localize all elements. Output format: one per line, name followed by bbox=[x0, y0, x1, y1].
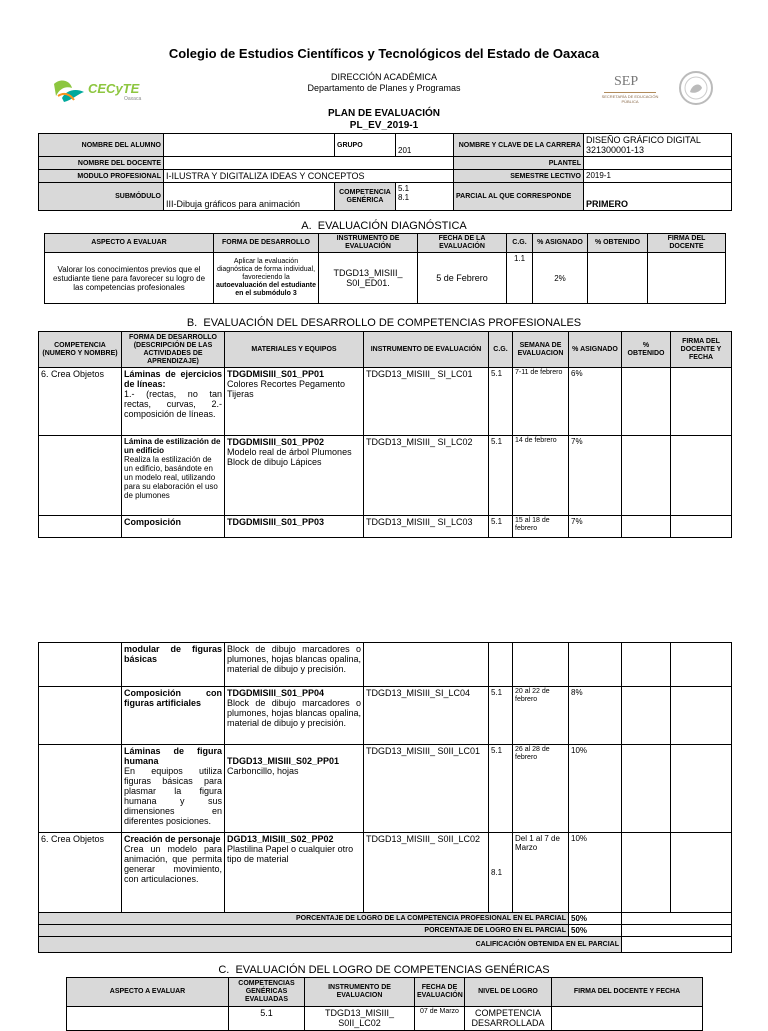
asignado-cell bbox=[569, 643, 622, 687]
semana-cell: 7-11 de febrero bbox=[513, 368, 569, 436]
semana-cell: 15 al 18 de febrero bbox=[513, 516, 569, 538]
plan-title: PLAN DE EVALUACIÓN bbox=[327, 108, 441, 119]
forma-cell: Lámina de estilización de un edificio Realiza la estilización de un edificio, basándote en un modelo real, utilizando para su elaboración el uso de plumones bbox=[122, 436, 225, 516]
diag-header-obtenido: % OBTENIDO bbox=[588, 234, 648, 253]
carrera-label: NOMBRE Y CLAVE DE LA CARRERA bbox=[454, 134, 584, 157]
asignado-cell: 6% bbox=[569, 368, 622, 436]
diag-header-aspecto: ASPECTO A EVALUAR bbox=[45, 234, 214, 253]
gen-nivel: COMPETENCIA DESARROLLADA bbox=[465, 1007, 552, 1031]
cecyte-logo-sub: Oaxaca bbox=[124, 96, 142, 102]
cg-cell: 5.1 bbox=[489, 516, 513, 538]
comp-header-firma: FIRMA DEL DOCENTE Y FECHA bbox=[671, 332, 732, 368]
cg-cell: 5.1 bbox=[489, 745, 513, 833]
grupo-label: GRUPO bbox=[335, 134, 396, 157]
diag-fecha: 5 de Febrero bbox=[418, 253, 507, 304]
competencia-value: 5.1 8.1 bbox=[396, 183, 454, 211]
sep-logo-text: SEP bbox=[614, 74, 639, 89]
sum-parcial-blank bbox=[622, 925, 732, 937]
materiales-cell: Block de dibujo marcadores o plumones, hojas blancas opalina, material de dibujo y precisión. bbox=[225, 643, 364, 687]
submodulo-value: III-Dibuja gráficos para animación bbox=[164, 183, 335, 211]
comp-cell bbox=[39, 436, 122, 516]
gen-header-aspecto: ASPECTO A EVALUAR bbox=[67, 978, 229, 1007]
carrera-value: DISEÑO GRÁFICO DIGITAL 321300001-13 bbox=[584, 134, 732, 157]
asignado-cell: 7% bbox=[569, 516, 622, 538]
plantel-field[interactable] bbox=[584, 157, 732, 170]
comp-cell bbox=[39, 687, 122, 745]
section-c-title: C. EVALUACIÓN DEL LOGRO DE COMPETENCIAS GENÉRICAS bbox=[218, 964, 550, 976]
comp-header-instrumento: INSTRUMENTO DE EVALUACIÓN bbox=[364, 332, 489, 368]
obtenido-cell[interactable] bbox=[622, 687, 671, 745]
instrumento-cell: TDGD13_MISIII_ S0II_LC02 bbox=[364, 833, 489, 913]
cg-cell: 5.1 bbox=[489, 687, 513, 745]
gen-fecha: 07 de Marzo bbox=[415, 1007, 465, 1031]
comp-header-semana: SEMANA DE EVALUACION bbox=[513, 332, 569, 368]
diag-header-instrumento: INSTRUMENTO DE EVALUACIÓN bbox=[319, 234, 418, 253]
table-row bbox=[39, 687, 732, 745]
docente-label: NOMBRE DEL DOCENTE bbox=[39, 157, 164, 170]
materiales-cell: TDGDMISIII_S01_PP03 bbox=[225, 516, 364, 538]
gen-cg: 5.1 bbox=[229, 1007, 305, 1031]
obtenido-cell[interactable] bbox=[622, 436, 671, 516]
comp-header-materiales: MATERIALES Y EQUIPOS bbox=[225, 332, 364, 368]
asignado-cell: 7% bbox=[569, 436, 622, 516]
semana-cell: 26 al 28 de febrero bbox=[513, 745, 569, 833]
obtenido-cell[interactable] bbox=[622, 643, 671, 687]
competencies-table bbox=[38, 331, 732, 538]
section-a-title: A. EVALUACIÓN DIAGNÓSTICA bbox=[301, 220, 467, 232]
table-row bbox=[39, 833, 732, 913]
sep-logo bbox=[600, 74, 720, 110]
firma-cell[interactable] bbox=[671, 687, 732, 745]
cg-cell: 5.1 bbox=[489, 436, 513, 516]
obtenido-cell[interactable] bbox=[622, 745, 671, 833]
comp-header-obtenido: % OBTENIDO bbox=[622, 332, 671, 368]
diag-header-fecha: FECHA DE LA EVALUACIÓN bbox=[418, 234, 507, 253]
asignado-cell: 10% bbox=[569, 833, 622, 913]
semana-cell: 20 al 22 de febrero bbox=[513, 687, 569, 745]
firma-cell[interactable] bbox=[671, 516, 732, 538]
diag-header-cg: C.G. bbox=[507, 234, 533, 253]
docente-field[interactable] bbox=[164, 157, 454, 170]
sum-competencia-blank bbox=[622, 913, 732, 925]
diag-obtenido[interactable] bbox=[588, 253, 648, 304]
materiales-cell: TDGD13_MISIII_S02_PP01 Carboncillo, hojas bbox=[225, 745, 364, 833]
cecyte-logo-text: CECyTE bbox=[88, 81, 140, 96]
cg-cell: 5.1 bbox=[489, 368, 513, 436]
table-row bbox=[67, 1007, 703, 1031]
sum-competencia-value: 50% bbox=[569, 913, 622, 925]
comp-cell bbox=[39, 745, 122, 833]
college-title: Colegio de Estudios Científicos y Tecnológicos del Estado de Oaxaca bbox=[168, 46, 600, 61]
nombre-alumno-field[interactable] bbox=[164, 134, 335, 157]
competencies-table-continued bbox=[38, 642, 732, 953]
summary-row bbox=[39, 913, 732, 925]
diag-aspecto: Valorar los conocimientos previos que el estudiante tiene para favorecer su logro de las competencias profesionales bbox=[45, 253, 214, 304]
parcial-label: PARCIAL AL QUE CORRESPONDE bbox=[454, 183, 584, 211]
forma-cell: Láminas de ejercicios de líneas: 1.- (rectas, no tan rectas, curvas, 2.-composición de líneas. bbox=[122, 368, 225, 436]
submodulo-label: SUBMÓDULO bbox=[39, 183, 164, 211]
diag-asignado: 2% bbox=[533, 253, 588, 304]
forma-cell: modular de figuras básicas bbox=[122, 643, 225, 687]
table-row bbox=[39, 516, 732, 538]
cg-cell: 8.1 bbox=[489, 833, 513, 913]
diag-cg: 1.1 bbox=[507, 253, 533, 304]
materiales-cell: TDGDMISIII_S01_PP01 Colores Recortes Pegamento Tijeras bbox=[225, 368, 364, 436]
comp-cell bbox=[39, 516, 122, 538]
comp-cell bbox=[39, 643, 122, 687]
asignado-cell: 8% bbox=[569, 687, 622, 745]
semana-cell bbox=[513, 643, 569, 687]
instrumento-cell: TDGD13_MISIII_SI_LC04 bbox=[364, 687, 489, 745]
parcial-value: PRIMERO bbox=[584, 183, 732, 211]
diag-instrumento: TDGD13_MISIII_ S0I_ED01. bbox=[319, 253, 418, 304]
gen-header-firma: FIRMA DEL DOCENTE Y FECHA bbox=[552, 978, 703, 1007]
modulo-value: I-ILUSTRA Y DIGITALIZA IDEAS Y CONCEPTOS bbox=[164, 170, 454, 183]
table-row bbox=[39, 368, 732, 436]
generic-competencies-table bbox=[66, 977, 703, 1031]
grupo-value: 201 bbox=[396, 134, 454, 157]
asignado-cell: 10% bbox=[569, 745, 622, 833]
gen-header-competencias: COMPETENCIAS GENÉRICAS EVALUADAS bbox=[229, 978, 305, 1007]
sep-divider bbox=[604, 92, 656, 93]
sum-calificacion-field[interactable] bbox=[622, 937, 732, 953]
semana-cell: 14 de febrero bbox=[513, 436, 569, 516]
summary-row bbox=[39, 925, 732, 937]
diagnostic-table bbox=[44, 233, 726, 304]
firma-cell[interactable] bbox=[671, 368, 732, 436]
diag-header-forma: FORMA DE DESARROLLO bbox=[214, 234, 319, 253]
section-b-title: B. EVALUACIÓN DEL DESARROLLO DE COMPETENCIAS PROFESIONALES bbox=[186, 317, 582, 329]
plan-code: PL_EV_2019-1 bbox=[349, 120, 419, 131]
forma-cell: Láminas de figura humana En equipos utiliza figuras básicas para plasmar la figura humana y sus dimensiones en diferentes posiciones. bbox=[122, 745, 225, 833]
obtenido-cell[interactable] bbox=[622, 516, 671, 538]
comp-header-cg: C.G. bbox=[489, 332, 513, 368]
forma-cell: Composición con figuras artificiales bbox=[122, 687, 225, 745]
sum-competencia-label: PORCENTAJE DE LOGRO DE LA COMPETENCIA PROFESIONAL EN EL PARCIAL bbox=[39, 913, 569, 925]
gen-header-nivel: NIVEL DE LOGRO bbox=[465, 978, 552, 1007]
gen-aspecto bbox=[67, 1007, 229, 1031]
materiales-cell: TDGDMISIII_S01_PP02 Modelo real de árbol Plumones Block de dibujo Lápices bbox=[225, 436, 364, 516]
mexico-seal-icon bbox=[678, 70, 714, 106]
modulo-label: MODULO PROFESIONAL bbox=[39, 170, 164, 183]
instrumento-cell: TDGD13_MISIII_ SI_LC02 bbox=[364, 436, 489, 516]
table-row bbox=[45, 253, 726, 304]
cg-cell bbox=[489, 643, 513, 687]
gen-instrumento: TDGD13_MISIII_ S0II_LC02 bbox=[305, 1007, 415, 1031]
diag-firma[interactable] bbox=[648, 253, 726, 304]
competencia-label: COMPETENCIA GENÉRICA bbox=[335, 183, 396, 211]
firma-cell[interactable] bbox=[671, 745, 732, 833]
firma-cell[interactable] bbox=[671, 436, 732, 516]
sep-logo-sub: SECRETARÍA DE EDUCACIÓN PÚBLICA bbox=[601, 94, 659, 104]
direction-label: DIRECCIÓN ACADÉMICA bbox=[330, 72, 437, 82]
firma-cell[interactable] bbox=[671, 833, 732, 913]
gen-header-instrumento: INSTRUMENTO DE EVALUACION bbox=[305, 978, 415, 1007]
materiales-cell: TDGDMISIII_S01_PP04 Block de dibujo marcadores o plumones, hojas blancas opalina, material de dibujo y precisión. bbox=[225, 687, 364, 745]
obtenido-cell[interactable] bbox=[622, 833, 671, 913]
semestre-label: SEMESTRE LECTIVO bbox=[454, 170, 584, 183]
sum-parcial-label: PORCENTAJE DE LOGRO EN EL PARCIAL bbox=[39, 925, 569, 937]
gen-header-fecha: FECHA DE EVALUACIÓN bbox=[415, 978, 465, 1007]
table-row bbox=[39, 745, 732, 833]
instrumento-cell: TDGD13_MISIII_ SI_LC03 bbox=[364, 516, 489, 538]
comp-header-asignado: % ASIGNADO bbox=[569, 332, 622, 368]
instrumento-cell: TDGD13_MISIII_ S0II_LC01 bbox=[364, 745, 489, 833]
diag-header-firma: FIRMA DEL DOCENTE bbox=[648, 234, 726, 253]
comp-header-forma: FORMA DE DESARROLLO (DESCRIPCIÓN DE LAS ACTIVIDADES DE APRENDIZAJE) bbox=[122, 332, 225, 368]
comp-cell: 6. Crea Objetos bbox=[39, 833, 122, 913]
firma-cell[interactable] bbox=[671, 643, 732, 687]
gen-firma[interactable] bbox=[552, 1007, 703, 1031]
obtenido-cell[interactable] bbox=[622, 368, 671, 436]
plantel-label: PLANTEL bbox=[454, 157, 584, 170]
comp-header-competencia: COMPETENCIA (NUMERO Y NOMBRE) bbox=[39, 332, 122, 368]
instrumento-cell bbox=[364, 643, 489, 687]
semestre-value: 2019-1 bbox=[584, 170, 732, 183]
sum-parcial-value: 50% bbox=[569, 925, 622, 937]
table-row bbox=[39, 436, 732, 516]
instrumento-cell: TDGD13_MISIII_ SI_LC01 bbox=[364, 368, 489, 436]
table-row bbox=[39, 643, 732, 687]
forma-cell: Composición bbox=[122, 516, 225, 538]
diag-forma: Aplicar la evaluación diagnóstica de forma individual, favoreciendo la autoevaluación del estudiante en el submódulo 3 bbox=[214, 253, 319, 304]
sum-calificacion-label: CALIFICACIÓN OBTENIDA EN EL PARCIAL bbox=[39, 937, 622, 953]
comp-cell: 6. Crea Objetos bbox=[39, 368, 122, 436]
department-label: Departamento de Planes y Programas bbox=[307, 83, 461, 93]
student-info-table bbox=[38, 133, 732, 211]
semana-cell: Del 1 al 7 de Marzo bbox=[513, 833, 569, 913]
forma-cell: Creación de personaje Crea un modelo para animación, que permita generar movimiento, con articulaciones. bbox=[122, 833, 225, 913]
summary-row bbox=[39, 937, 732, 953]
materiales-cell: DGD13_MISIII_S02_PP02 Plastilina Papel o cualquier otro tipo de material bbox=[225, 833, 364, 913]
nombre-alumno-label: NOMBRE DEL ALUMNO bbox=[39, 134, 164, 157]
diag-header-asignado: % ASIGNADO bbox=[533, 234, 588, 253]
